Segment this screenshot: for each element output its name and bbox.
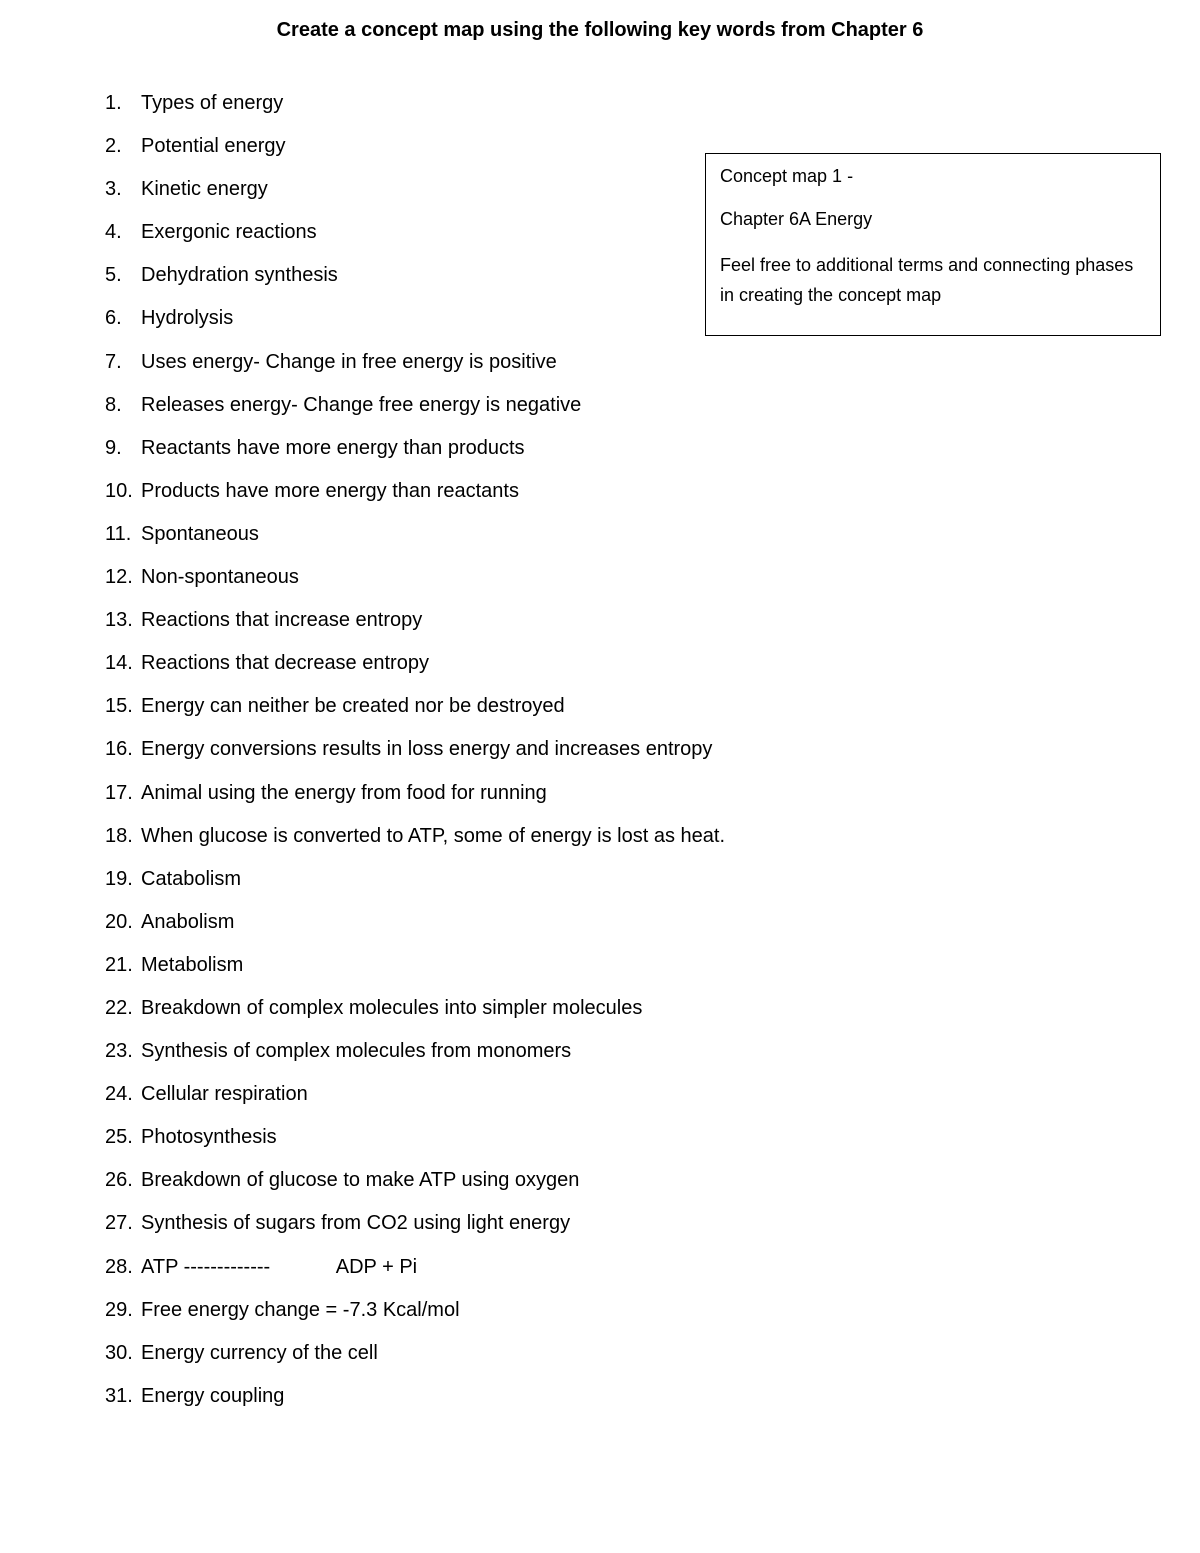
keyword-item	[105, 778, 725, 821]
keyword-text: Photosynthesis	[141, 1126, 277, 1149]
keyword-number: 25.	[105, 1126, 133, 1149]
keyword-item	[105, 562, 725, 605]
keyword-text: Metabolism	[141, 953, 244, 976]
keyword-number: 11.	[105, 522, 132, 545]
keyword-item	[105, 993, 725, 1036]
keyword-number: 18.	[105, 824, 133, 847]
keyword-number: 14.	[105, 652, 133, 675]
keyword-text: Releases energy- Change free energy is negative	[141, 393, 582, 416]
keyword-item	[105, 303, 725, 346]
keyword-number: 22.	[105, 996, 133, 1019]
keyword-text: Dehydration synthesis	[141, 264, 338, 287]
keyword-text: Products have more energy than reactants	[141, 479, 519, 502]
keyword-text: Potential energy	[141, 135, 286, 158]
keyword-text: Breakdown of glucose to make ATP using oxygen	[141, 1169, 580, 1192]
note-chapter-label: Chapter 6A Energy	[720, 209, 873, 229]
keyword-item	[105, 605, 725, 648]
keyword-item	[105, 1165, 725, 1208]
keyword-text: Catabolism	[141, 867, 242, 890]
keyword-text: Cellular respiration	[141, 1083, 308, 1106]
keyword-item	[105, 390, 725, 433]
keyword-list	[105, 88, 725, 1424]
keyword-text: Synthesis of complex molecules from monomers	[141, 1040, 572, 1063]
keyword-number: 26.	[105, 1169, 133, 1192]
keyword-item	[105, 1122, 725, 1165]
keyword-text: Types of energy	[141, 92, 284, 114]
keyword-text: Energy can neither be created nor be destroyed	[141, 695, 565, 718]
keyword-item	[105, 476, 725, 519]
keyword-item	[105, 1036, 725, 1079]
keyword-text: Animal using the energy from food for running	[141, 781, 547, 804]
keyword-item	[105, 260, 725, 303]
keyword-text: Hydrolysis	[141, 307, 234, 330]
keyword-item	[105, 1252, 725, 1295]
keyword-text: Spontaneous	[141, 522, 259, 545]
keyword-number: 2.	[105, 135, 122, 158]
keyword-text: Energy conversions results in loss energy and increases entropy	[141, 738, 713, 761]
keyword-item	[105, 174, 725, 217]
keyword-number: 19.	[105, 867, 133, 890]
keyword-text: Free energy change = -7.3 Kcal/mol	[141, 1298, 460, 1321]
keyword-text: Kinetic energy	[141, 178, 268, 201]
keyword-number: 5.	[105, 264, 122, 287]
keyword-item	[105, 88, 725, 131]
concept-map-note-box	[705, 153, 1161, 336]
keyword-number: 16.	[105, 738, 133, 761]
keyword-item	[105, 734, 725, 777]
keyword-text: Exergonic reactions	[141, 221, 317, 244]
keyword-item	[105, 821, 725, 864]
keyword-number: 7.	[105, 350, 122, 373]
keyword-item	[105, 648, 725, 691]
keyword-text: Synthesis of sugars from CO2 using light energy	[141, 1212, 571, 1235]
keyword-item	[105, 1338, 725, 1381]
keyword-text: Energy coupling	[141, 1384, 285, 1407]
keyword-item	[105, 1079, 725, 1122]
keyword-number: 6.	[105, 307, 122, 330]
keyword-number: 24.	[105, 1083, 133, 1106]
keyword-item	[105, 1295, 725, 1338]
keyword-item	[105, 950, 725, 993]
keyword-number: 12.	[105, 566, 133, 589]
note-concept-map-label: Concept map 1 -	[720, 166, 854, 186]
keyword-number: 17.	[105, 781, 133, 804]
keyword-number: 13.	[105, 609, 133, 632]
keyword-text: Anabolism	[141, 910, 235, 933]
keyword-item	[105, 1381, 725, 1424]
keyword-item	[105, 691, 725, 734]
keyword-item	[105, 519, 725, 562]
keyword-text: ATP ------------- ADP + Pi	[141, 1255, 418, 1278]
keyword-number: 30.	[105, 1341, 133, 1364]
keyword-number: 10.	[105, 479, 133, 502]
page-title: Create a concept map using the following key words from Chapter 6	[276, 19, 924, 41]
keyword-number: 3.	[105, 178, 122, 201]
keyword-text: Reactions that decrease entropy	[141, 652, 429, 675]
keyword-item	[105, 131, 725, 174]
keyword-number: 4.	[105, 221, 122, 244]
keyword-number: 31.	[105, 1384, 133, 1407]
keyword-number: 8.	[105, 393, 122, 416]
keyword-number: 28.	[105, 1255, 133, 1278]
keyword-number: 29.	[105, 1298, 133, 1321]
keyword-number: 27.	[105, 1212, 133, 1235]
keyword-number: 1.	[105, 92, 122, 114]
keyword-text: Reactions that increase entropy	[141, 609, 423, 632]
keyword-item	[105, 864, 725, 907]
keyword-text: Uses energy- Change in free energy is positive	[141, 350, 557, 373]
note-instructions: Feel free to additional terms and connecting phases in creating the concept map	[720, 255, 1134, 305]
keyword-text: When glucose is converted to ATP, some of energy is lost as heat.	[141, 824, 726, 847]
keyword-number: 15.	[105, 695, 133, 718]
keyword-number: 20.	[105, 910, 133, 933]
keyword-text: Reactants have more energy than products	[141, 436, 525, 459]
keyword-item	[105, 347, 725, 390]
keyword-text: Non-spontaneous	[141, 566, 299, 589]
keyword-number: 9.	[105, 436, 122, 459]
keyword-item	[105, 907, 725, 950]
keyword-text: Energy currency of the cell	[141, 1341, 378, 1364]
keyword-item	[105, 217, 725, 260]
keyword-text: Breakdown of complex molecules into simpler molecules	[141, 996, 643, 1019]
keyword-number: 23.	[105, 1040, 133, 1063]
keyword-item	[105, 1208, 725, 1251]
keyword-number: 21.	[105, 953, 133, 976]
keyword-item	[105, 433, 725, 476]
